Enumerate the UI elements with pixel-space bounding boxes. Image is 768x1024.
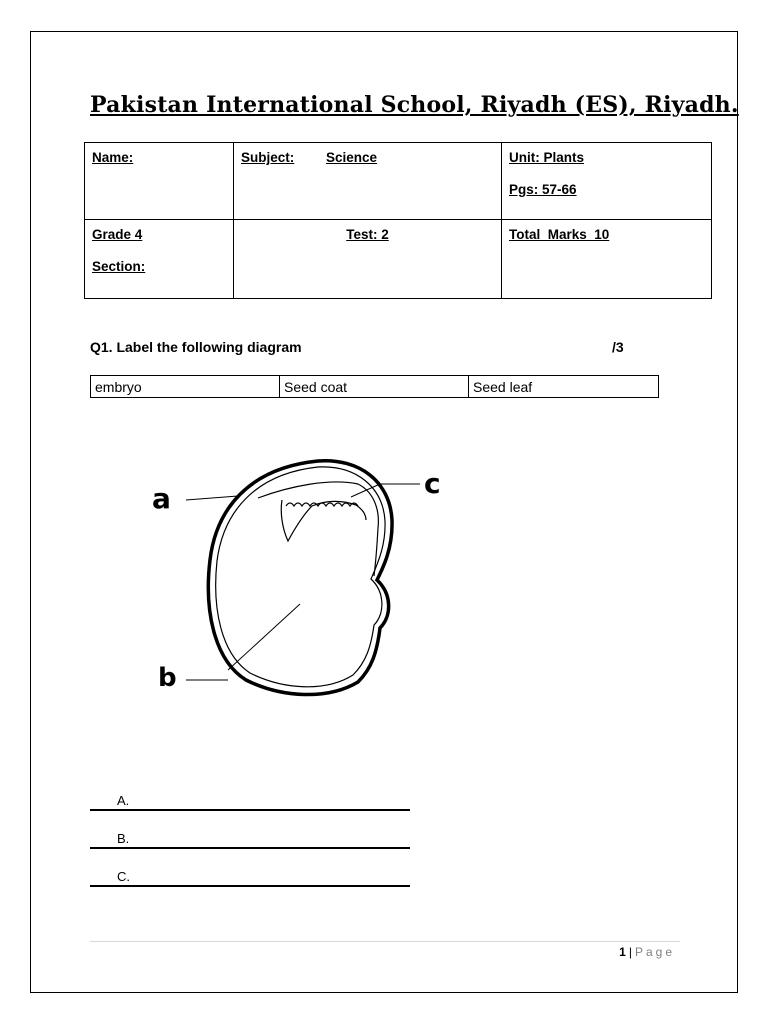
student-info-table — [84, 142, 712, 299]
word-bank-item: embryo — [91, 376, 280, 398]
subject-value: Science — [326, 150, 378, 165]
page-footer — [619, 945, 675, 959]
subject-cell — [234, 143, 502, 220]
name-label: Name: — [92, 150, 134, 165]
pointer-line-a — [186, 496, 238, 500]
test-cell — [234, 220, 502, 299]
word-bank-item: Seed coat — [280, 376, 469, 398]
label-a: a — [152, 482, 171, 515]
question-1-marks: /3 — [612, 339, 624, 355]
unit-cell — [502, 143, 712, 220]
page-word: Page — [634, 945, 675, 959]
pointer-line-b-diag — [228, 604, 300, 670]
answer-label-c: C. — [117, 869, 130, 884]
test-label: Test: 2 — [346, 227, 389, 242]
seed-inner-outline — [216, 467, 385, 687]
answer-line-b[interactable] — [90, 829, 410, 849]
pages-label: Pgs: 57-66 — [509, 182, 577, 197]
unit-label: Unit: Plants — [509, 150, 585, 165]
word-bank-item: Seed leaf — [469, 376, 659, 398]
embryo-scallop — [286, 503, 358, 506]
subject-label: Subject: — [241, 150, 295, 165]
answer-line-a[interactable] — [90, 791, 410, 811]
total-marks-label: Total Marks 10 — [509, 227, 610, 242]
answer-label-b: B. — [117, 831, 130, 846]
section-label: Section: — [92, 259, 146, 274]
pointer-line-c — [351, 484, 380, 497]
seed-diagram — [140, 430, 460, 710]
label-c: c — [424, 467, 441, 500]
name-cell — [85, 143, 234, 220]
footer-rule — [90, 941, 680, 942]
label-b: b — [158, 663, 177, 693]
embryo-shape — [258, 482, 378, 576]
question-1-title: Q1. Label the following diagram — [90, 339, 302, 355]
grade-cell — [85, 220, 234, 299]
total-marks-cell — [502, 220, 712, 299]
answer-label-a: A. — [117, 793, 130, 808]
word-bank-table — [90, 375, 659, 398]
school-title: Pakistan International School, Riyadh (ES), Riyadh. — [90, 92, 739, 118]
page-number: 1 — [619, 945, 626, 959]
footer-separator: | — [628, 945, 632, 959]
grade-label: Grade 4 — [92, 227, 143, 242]
answer-line-c[interactable] — [90, 867, 410, 887]
